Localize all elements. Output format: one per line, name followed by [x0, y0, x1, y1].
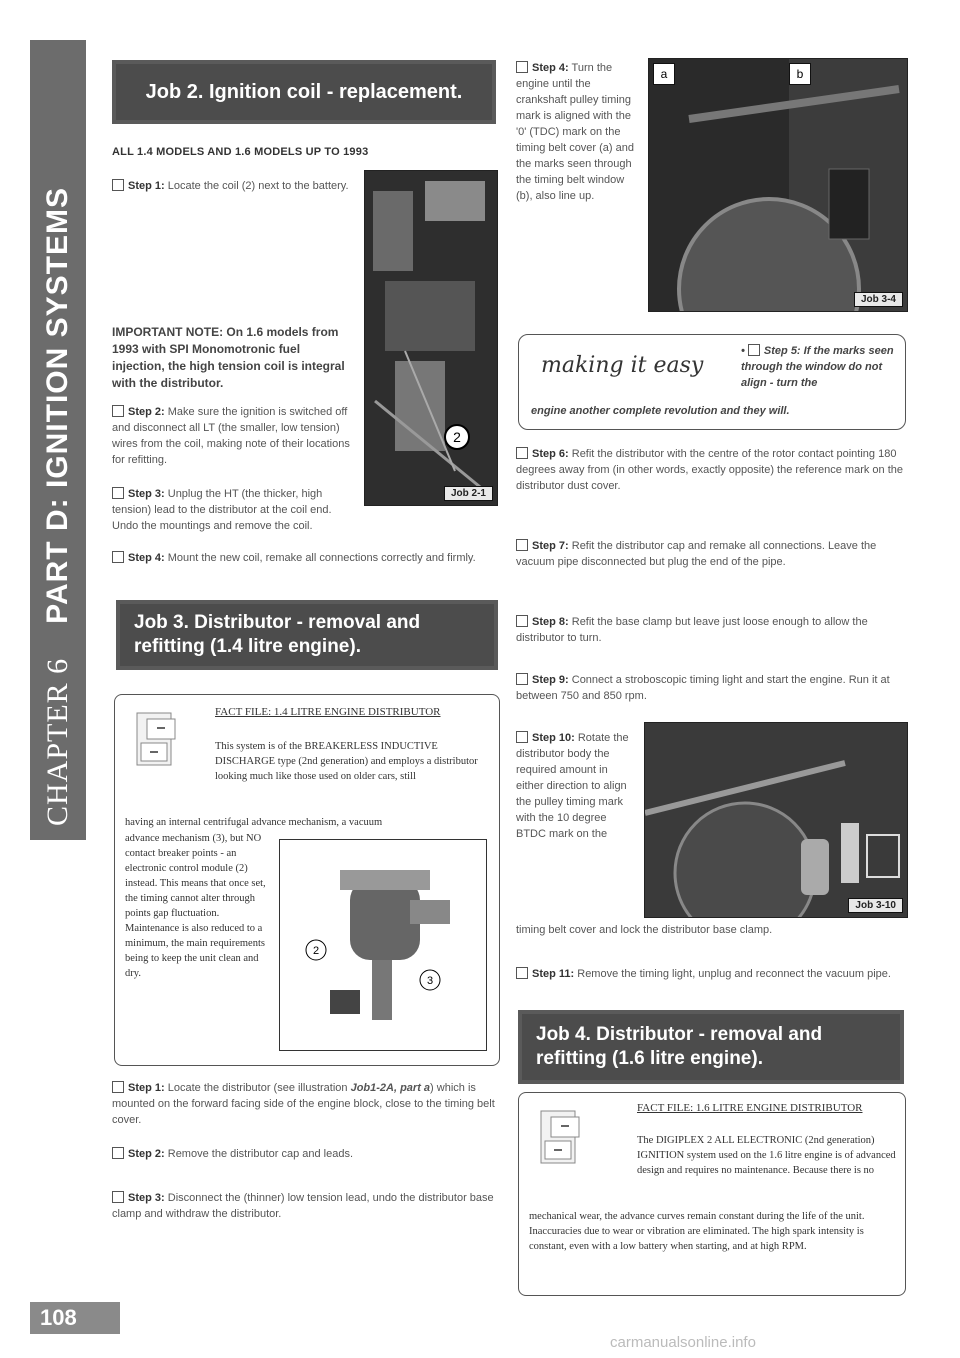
checkbox-icon[interactable] [516, 673, 528, 685]
fact-file-title: FACT FILE: 1.6 LITRE ENGINE DISTRIBUTOR [637, 1102, 863, 1114]
job3-title: Job 3. Distributor - removal and refitting (1.4 litre engine). [134, 612, 421, 657]
checkbox-icon[interactable] [112, 487, 124, 499]
filing-cabinet-icon [135, 711, 179, 767]
fact-file-title: FACT FILE: 1.4 LITRE ENGINE DISTRIBUTOR [215, 706, 441, 718]
svg-text:3: 3 [426, 975, 434, 987]
filing-cabinet-icon [539, 1109, 583, 1165]
tip-text-cont: engine another complete revolution and they will. [531, 405, 790, 417]
fact-file-text-wide: having an internal centrifugal advance mechanism, a vacuum [125, 817, 383, 828]
watermark: carmanualsonline.info [610, 1334, 756, 1351]
checkbox-icon[interactable] [516, 731, 528, 743]
coil-photo-image [365, 171, 498, 506]
distributor-image [280, 840, 487, 1051]
making-it-easy-tip [518, 334, 906, 430]
job2-step3: Step 3: Unplug the HT (the thicker, high tension) lead to the distributor at the coil end. Undo the mountings and remove the coil. [112, 488, 332, 532]
svg-text:2: 2 [453, 429, 461, 445]
making-it-easy-logo: making it easy [541, 353, 704, 378]
job3-step10: Step 10: Rotate the distributor body the required amount in either direction to align the pulley timing mark with the 10 degree BTDC mark on the [516, 732, 629, 840]
marker-b: b [789, 63, 811, 85]
job3-step8: Step 8: Refit the base clamp but leave just loose enough to allow the distributor to turn. [516, 616, 868, 644]
fact-file-text-narrow: advance mechanism (3), but NO contact breaker points - an electronic control module (2) instead. This means that once set, the timing cannot alter through points gap fluctuation. Maintenance is also reduced to a minimum, the main requirements being to keep the unit clean and dry. [125, 833, 266, 979]
checkbox-icon[interactable] [112, 1147, 124, 1159]
job3-step11: Step 11: Remove the timing light, unplug and reconnect the vacuum pipe. [516, 966, 908, 982]
job2-title: Job 2. Ignition coil - replacement. [145, 80, 463, 103]
marker-a: a [653, 63, 675, 85]
coil-photo [364, 170, 498, 506]
job2-header [112, 60, 496, 124]
svg-text:2: 2 [312, 945, 320, 957]
photo-tag: Job 3-10 [848, 898, 903, 913]
checkbox-icon[interactable] [112, 551, 124, 563]
spine-chapter: CHAPTER 6 [41, 657, 74, 826]
photo-tag: Job 3-4 [854, 292, 903, 307]
job3-step4: Step 4: Turn the engine until the crankshaft pulley timing mark is aligned with the '0' (TDC) mark on the timing belt cover (a) and the marks seen through the timing belt window (b), also line up. [516, 62, 634, 202]
checkbox-icon[interactable] [112, 179, 124, 191]
checkbox-icon[interactable] [112, 1191, 124, 1203]
job4-header [518, 1010, 904, 1084]
tip-text: • Step 5: If the marks seen through the window do not align - turn the [741, 345, 894, 389]
job3-step3: Step 3: Disconnect the (thinner) low tension lead, undo the distributor base clamp and withdraw the distributor. [112, 1192, 494, 1220]
job3-step10-cont: timing belt cover and lock the distributor base clamp. [516, 924, 773, 936]
checkbox-icon[interactable] [516, 539, 528, 551]
job3-step1: Step 1: Locate the distributor (see illustration Job1-2A, part a) which is mounted on the forward facing side of the engine block, close to the timing belt cover. [112, 1082, 495, 1126]
job2-step4: Step 4: Mount the new coil, remake all connections correctly and firmly. [112, 550, 498, 566]
job3-header [116, 600, 498, 670]
checkbox-icon[interactable] [516, 615, 528, 627]
job3-step2: Step 2: Remove the distributor cap and leads. [112, 1146, 498, 1162]
fact-file-text-wide: mechanical wear, the advance curves remain constant during the life of the unit. Inaccuracies due to wear or vibration are eliminated. The high spark intensity is constant, even with a low battery when starting, and at high RPM. [529, 1211, 865, 1252]
fact-file-text: This system is of the BREAKERLESS INDUCTIVE DISCHARGE type (2nd generation) and employs a distributor looking much like those used on older cars, still [215, 741, 478, 782]
checkbox-icon[interactable] [516, 61, 528, 73]
checkbox-icon[interactable] [516, 447, 528, 459]
job2-important-note: IMPORTANT NOTE: On 1.6 models from 1993 with SPI Monomotronic fuel injection, the high tension coil is integral with the distributor. [112, 325, 345, 390]
checkbox-icon[interactable] [516, 967, 528, 979]
fact-file-text: The DIGIPLEX 2 ALL ELECTRONIC (2nd generation) IGNITION system used on the 1.6 litre engine is of advanced design and requires no maintenance. Because there is no [637, 1135, 896, 1176]
fact-file-1-4 [114, 694, 500, 1066]
fact-file-1-6 [518, 1092, 906, 1296]
distributor-illustration [279, 839, 487, 1051]
spine-text [30, 40, 86, 840]
timing-photo-image [649, 59, 908, 312]
job3-step7: Step 7: Refit the distributor cap and remake all connections. Leave the vacuum pipe disconnected but plug the end of the pipe. [516, 540, 877, 568]
page-number: 108 [30, 1302, 120, 1334]
job2-step2: Step 2: Make sure the ignition is switched off and disconnect all LT (the smaller, low tension) wires from the coil, making note of their locations for refitting. [112, 406, 350, 466]
strobe-photo-image [645, 723, 908, 918]
job4-title: Job 4. Distributor - removal and refitting (1.6 litre engine). [536, 1024, 823, 1069]
timing-photo [648, 58, 908, 312]
strobe-photo [644, 722, 908, 918]
checkbox-icon[interactable] [748, 344, 760, 356]
checkbox-icon[interactable] [112, 1081, 124, 1093]
checkbox-icon[interactable] [112, 405, 124, 417]
job3-step6: Step 6: Refit the distributor with the centre of the rotor contact pointing 180 degrees away from (in other words, exactly opposite) the reference mark on the distributor dust cover. [516, 448, 904, 492]
job3-step9: Step 9: Connect a stroboscopic timing light and start the engine. Run it at between 750 and 850 rpm. [516, 674, 890, 702]
job2-subhead: ALL 1.4 MODELS AND 1.6 MODELS UP TO 1993 [112, 146, 369, 158]
photo-tag: Job 2-1 [444, 486, 493, 501]
spine-part: PART D: IGNITION SYSTEMS [41, 187, 74, 624]
job2-step1: Step 1: Locate the coil (2) next to the battery. [112, 178, 352, 194]
